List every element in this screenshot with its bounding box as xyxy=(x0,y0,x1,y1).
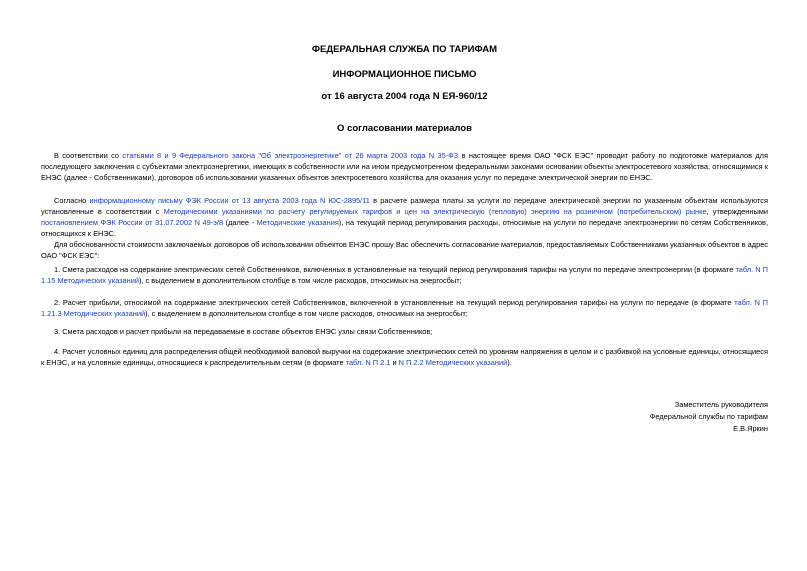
list-item-4 xyxy=(41,346,768,368)
document-type: ИНФОРМАЦИОННОЕ ПИСЬМО xyxy=(332,69,477,80)
list-item-2-text-1: 2. Расчет прибыли, относимой на содержание электрических сетей Собственников, включенной в установленные на текущий период регулирования тарифы на услуги по передаче (в формате xyxy=(54,298,735,307)
list-item-4-text-1: 4. Расчет условных единиц для распределения общей необходимой валовой выручки на содержание электрических сетей по уровням напряжения в целом и с разбивкой на условные единицы, относящиеся к ЕНЭС, и на условные единицы, относящиеся к распределительным сетям (в формате xyxy=(41,347,768,367)
list-item-3-text-1: 3. Смета расходов и расчет прибыли на передаваемые в составе объектов ЕНЭС узлы связи Собственников; xyxy=(54,327,433,336)
document-subject: О согласовании материалов xyxy=(337,123,472,134)
list-item-2-text-2: ), с выделением в дополнительном столбце в том числе расходов, относимых на энергосбыт; xyxy=(145,309,468,318)
paragraph-1-text-1: В соответствии со xyxy=(54,151,123,160)
paragraph-1-text-2: в настоящее время ОАО "ФСК ЕЭС" проводит работу по подготовке материалов для последующего заключения с субъектами электроэнергетики, имеющих в собственности или на ином предусмотренном федеральными законами основании объекты электросетевого хозяйства, относящимися к ЕНЭС (далее - Собственниками), договоров об использовании указанных объектов электросетевого хозяйства для оказания услуг по передаче электрической энергии по ЕНЭС. xyxy=(41,151,768,182)
info-letter-link[interactable]: информационному письму ФЭК России от 13 августа 2003 года N ЮС-2895/11 xyxy=(89,196,370,205)
signature-agency: Федеральной службы по тарифам xyxy=(649,412,768,421)
paragraph-3 xyxy=(41,239,768,261)
list-item-1-text-2: ), с выделением в дополнительном столбце в том числе расходов, относимых на энергосбыт; xyxy=(138,276,462,285)
document-date-number: от 16 августа 2004 года N ЕЯ-960/12 xyxy=(321,91,488,102)
paragraph-2-text-2: в расчете размера платы за услуги по передаче электрической энергии по указанным объектам используются установленные в соответствии с xyxy=(41,196,768,216)
agency-title: ФЕДЕРАЛЬНАЯ СЛУЖБА ПО ТАРИФАМ xyxy=(311,44,498,55)
resolution-link[interactable]: постановлением ФЭК России от 31.07.2002 N 49-э/8 xyxy=(41,218,224,227)
guidelines-short-link[interactable]: Методические указания xyxy=(256,218,339,227)
list-item-4-text-2: и xyxy=(390,358,399,367)
law-link[interactable]: статьями 8 и 9 Федерального закона "Об электроэнергетике" от 26 марта 2003 года N 35-ФЗ xyxy=(122,151,459,160)
paragraph-2-text-5: ), на текущий период регулирования расходы, относимые на услуги по передаче электроэнергии по сетям Собственников, относящихся к ЕНЭС. xyxy=(41,218,768,238)
table-p-2-2-link[interactable]: N П 2.2 Методических указаний xyxy=(398,358,508,367)
list-item-1-text-1: 1. Смета расходов на содержание электрических сетей Собственников, включенных в установленные на текущий период регулирования тарифы на услуги по передаче электроэнергии (в формате xyxy=(54,265,736,274)
list-item-3 xyxy=(41,326,768,337)
paragraph-2-text-1: Согласно xyxy=(54,196,90,205)
signature-position: Заместитель руководителя xyxy=(674,400,768,409)
list-item-2 xyxy=(41,297,768,319)
table-p-1-21-3-link[interactable]: табл. N П 1.21.3 Методических указаний xyxy=(41,298,768,318)
paragraph-2 xyxy=(41,195,768,239)
paragraph-3-text-1: Для обоснованности стоимости заключаемых договоров об использовании объектов ЕНЭС прошу Вас обеспечить согласование материалов, предоставляемых Собственниками указанных объектов в адрес ОАО "ФСК ЕЭС": xyxy=(41,240,768,260)
table-p-1-15-link[interactable]: табл. N П 1.15 Методических указаний xyxy=(41,265,768,285)
list-item-1 xyxy=(41,264,768,286)
paragraph-2-text-3: , утвержденными xyxy=(706,207,768,216)
table-p-2-1-link[interactable]: табл. N П 2.1 xyxy=(345,358,391,367)
methodical-guidelines-link[interactable]: Методическими указаниями по расчету регулируемых тарифов и цен на электрическую (тепловую) энергию на розничном (потребительском) рынке xyxy=(163,207,707,216)
signature-name: Е.В.Яркин xyxy=(733,424,768,433)
paragraph-2-text-4: (далее - xyxy=(223,218,257,227)
list-item-4-text-3: ). xyxy=(507,358,512,367)
paragraph-1 xyxy=(41,150,768,183)
